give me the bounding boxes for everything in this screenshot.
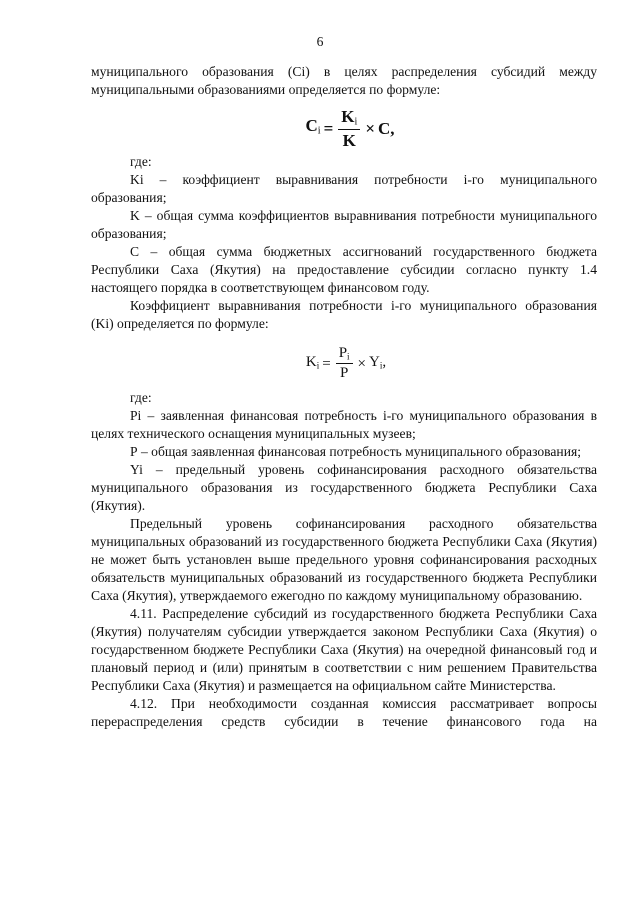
definition-yi: Yi – предельный уровень софинансирования расходного обязательства муниципального образования из государственного бюджета Республики Саха (Якутия). bbox=[91, 462, 597, 513]
formula-subsidy-amount bbox=[91, 99, 597, 153]
clause-4-11: 4.11. Распределение субсидий из государственного бюджета Республики Саха (Якутия) получателям субсидии утверждается законом Республики Саха (Якутия) о государственном бюджете Республики Саха (Якутия) на очередной финансовый год и плановый период и (или) принятым в соответствии с ним решением Правительства Республики Саха (Якутия) и размещается на официальном сайте Министерства. bbox=[91, 606, 597, 693]
where-label: где: bbox=[130, 154, 152, 169]
definition-p: Р – общая заявленная финансовая потребность муниципального образования; bbox=[130, 444, 582, 459]
definition-ki: Ki – коэффициент выравнивания потребности i-го муниципального образования; bbox=[91, 172, 597, 205]
formula-fraction bbox=[338, 107, 360, 151]
limit-paragraph: Предельный уровень софинансирования расходного обязательства муниципальных образований из государственного бюджета Республики Саха (Якутия) не может быть установлен выше предельного уровня софинансирования расходных обязательств муниципальных образований из государственного бюджета Республики Саха (Якутия), утверждаемого ежегодно по каждому муниципальному образованию. bbox=[91, 516, 597, 603]
formula-equals: = bbox=[323, 118, 334, 138]
formula-times: × bbox=[365, 118, 376, 138]
definition-c: С – общая сумма бюджетных ассигнований государственного бюджета Республики Саха (Якутия) на предоставление субсидии согласно пункту 1.4 настоящего порядка в соответствующем финансовом году. bbox=[91, 244, 597, 295]
where-label: где: bbox=[130, 390, 152, 405]
fraction-denominator: K bbox=[342, 131, 356, 151]
coefficient-paragraph: Коэффициент выравнивания потребности i-го муниципального образования (Ki) определяется по формуле: bbox=[91, 298, 597, 331]
formula-fraction bbox=[336, 345, 353, 383]
fraction-numerator: $P_i$ bbox=[336, 345, 353, 364]
formula-rhs: $Y_i$, bbox=[369, 354, 387, 371]
formula-times: × bbox=[357, 355, 367, 372]
fraction-denominator: P bbox=[339, 365, 349, 382]
definition-pi: Pi – заявленная финансовая потребность i-го муниципального образования в целях технического оснащения муниципальных музеев; bbox=[91, 408, 597, 441]
page-content bbox=[91, 63, 597, 731]
formula-expression bbox=[306, 345, 386, 383]
formula-expression bbox=[305, 107, 394, 151]
definition-k: K – общая сумма коэффициентов выравнивания потребности муниципального образования; bbox=[91, 208, 597, 241]
fraction-numerator: $K_i$ bbox=[338, 107, 360, 130]
formula-coefficient bbox=[91, 333, 597, 389]
intro-paragraph: муниципального образования (Сi) в целях распределения субсидий между муниципальными образованиями определяется по формуле: bbox=[91, 64, 597, 97]
page-number: 6 bbox=[316, 34, 324, 49]
clause-4-12: 4.12. При необходимости созданная комиссия рассматривает вопросы перераспределения средств субсидии в течение финансового года на bbox=[91, 696, 597, 729]
formula-rhs: C, bbox=[378, 118, 395, 138]
formula-lhs: $C_i$ bbox=[305, 116, 321, 137]
formula-equals: = bbox=[322, 355, 331, 372]
formula-lhs: $K_i$ bbox=[305, 354, 320, 371]
